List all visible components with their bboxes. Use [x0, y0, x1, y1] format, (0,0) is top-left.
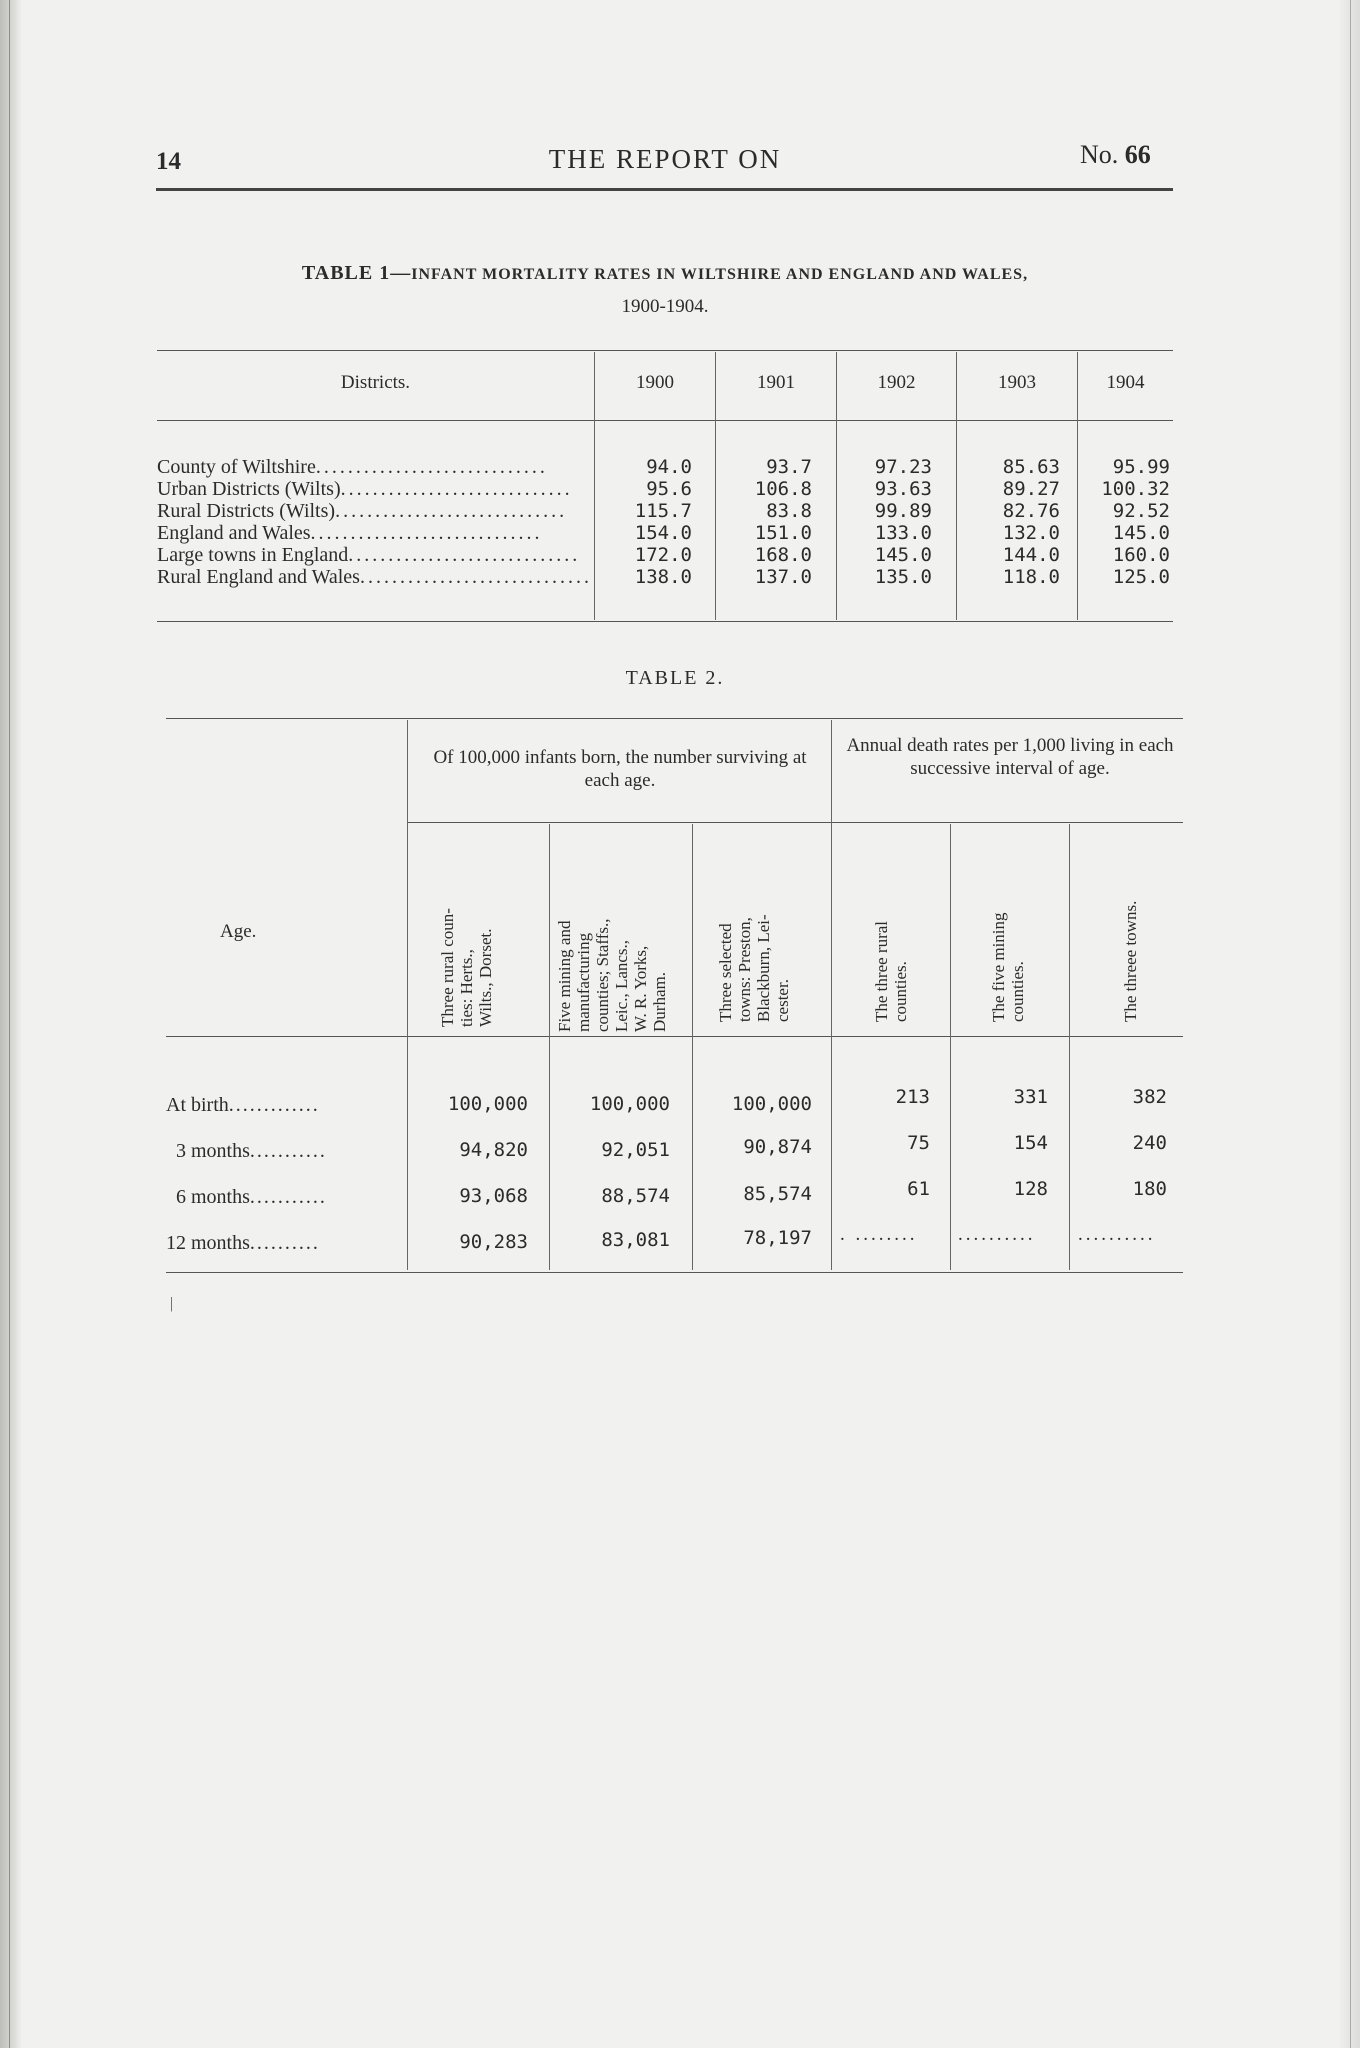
table1-cell: 168.0	[754, 544, 812, 566]
table1-header-year: 1904	[1106, 372, 1145, 393]
table2-cell: 88,574	[601, 1185, 670, 1207]
table1-cell: 151.0	[754, 522, 812, 544]
table1-header-districts: Districts.	[340, 372, 411, 393]
table2-divider	[407, 720, 408, 1270]
table1-cell: 160.0	[1112, 544, 1170, 566]
table1-row-label: Large towns in England	[157, 544, 349, 566]
table2-row-age: At birth	[166, 1094, 229, 1116]
table1-cell: 83.8	[766, 500, 812, 522]
table2-cell: 240	[1132, 1132, 1167, 1154]
table2-cell: 128	[1013, 1178, 1048, 1200]
table1-cell: 106.8	[754, 478, 812, 500]
book-spine	[0, 0, 22, 2048]
empty-cell-dots: . ........	[840, 1224, 918, 1245]
table1-row-label: Rural England and Wales	[157, 566, 360, 588]
table2-group-death-rates: Annual death rates per 1,000 living in each successive interval of age.	[846, 735, 1174, 779]
table1-cell: 133.0	[874, 522, 932, 544]
table2-cell: 92,051	[601, 1139, 670, 1161]
table1-header-year: 1903	[998, 372, 1036, 393]
col-header-line: towns: Preston,	[735, 917, 754, 1022]
col-header-line: counties.	[891, 961, 910, 1022]
leader-dots: .............................	[335, 500, 568, 522]
report-number	[1080, 140, 1151, 170]
table2-cell: 75	[907, 1132, 930, 1154]
table2-divider	[950, 824, 951, 1270]
table2-cell: 61	[907, 1178, 930, 1200]
leader-dots: .............................	[340, 478, 573, 500]
table2-cell: 85,574	[743, 1183, 812, 1205]
table1-cell: 118.0	[1002, 566, 1060, 588]
col-header-line: cester.	[773, 979, 792, 1022]
table1-header-rule	[157, 420, 1173, 421]
table2-col-header	[555, 822, 685, 1032]
table1-cell: 154.0	[634, 522, 692, 544]
table2-cell: 100,000	[589, 1093, 670, 1115]
table2-cell: 94,820	[459, 1139, 528, 1161]
table2-cell: 100,000	[731, 1093, 812, 1115]
table1-cell: 95.6	[646, 478, 692, 500]
leader-dots: .............................	[315, 456, 548, 478]
col-header-line: Blackburn, Lei-	[754, 914, 773, 1022]
table1-cell: 93.7	[766, 456, 812, 478]
table2-col-header	[989, 847, 1049, 1022]
table1-cell: 99.89	[874, 500, 932, 522]
table2-divider	[549, 824, 550, 1270]
table1-top-rule	[157, 350, 1173, 351]
col-header-line: The five mining	[989, 912, 1008, 1022]
empty-cell-dots: ..........	[958, 1224, 1036, 1245]
leader-dots: ...........	[249, 1186, 327, 1208]
table2-top-rule	[166, 718, 1183, 719]
table2-caption: TABLE 2.	[625, 667, 725, 689]
table1-caption	[150, 262, 1180, 285]
table1-cell: 93.63	[874, 478, 932, 500]
table1-cell: 95.99	[1112, 456, 1170, 478]
col-header-line: The threee towns.	[1121, 900, 1140, 1022]
table1-cell: 89.27	[1002, 478, 1060, 500]
table1-cell: 145.0	[1112, 522, 1170, 544]
table1-caption-text: INFANT MORTALITY RATES IN WILTSHIRE AND ENGLAND AND WALES,	[411, 266, 1029, 283]
col-header-line: counties; Staffs.,	[593, 918, 612, 1032]
leader-dots: ..........	[249, 1232, 320, 1254]
table1-caption-lead: TABLE 1—	[301, 262, 412, 284]
header-rule	[156, 188, 1173, 191]
table1-cell: 85.63	[1002, 456, 1060, 478]
table1-cell: 138.0	[634, 566, 692, 588]
table2-col-header	[872, 847, 932, 1022]
leader-dots: .............................	[310, 522, 543, 544]
table1-row-label: England and Wales	[157, 522, 311, 544]
table1-header-year: 1901	[757, 372, 795, 393]
table2-row-age: 6 months	[176, 1186, 250, 1208]
table2-bottom-rule	[166, 1272, 1183, 1273]
col-header-line: Leic., Lancs.,	[612, 939, 631, 1032]
col-header-line: The three rural	[872, 921, 891, 1022]
col-header-line: Durham.	[650, 972, 669, 1032]
table2-cell: 331	[1013, 1086, 1048, 1108]
col-header-line: ties: Herts.,	[457, 949, 476, 1027]
table2-cell: 78,197	[743, 1227, 812, 1249]
table2-cell: 213	[895, 1086, 930, 1108]
table1-cell: 100.32	[1101, 478, 1170, 500]
table2-cell: 382	[1132, 1086, 1167, 1108]
table2-group-survivors: Of 100,000 infants born, the number surviving at each age.	[433, 747, 807, 791]
leader-dots: .............	[228, 1094, 320, 1116]
col-header-line: Three rural coun-	[438, 908, 457, 1027]
table2-cell: 90,874	[743, 1136, 812, 1158]
table2-cell: 90,283	[459, 1231, 528, 1253]
table2-header-age: Age.	[220, 921, 257, 942]
leader-dots: .............................	[359, 566, 592, 588]
table2-cell: 100,000	[447, 1093, 528, 1115]
table1-cell: 115.7	[634, 500, 692, 522]
empty-cell-dots: ..........	[1078, 1224, 1156, 1245]
table2-cell: 180	[1132, 1178, 1167, 1200]
table1-row-label: Rural Districts (Wilts)	[157, 500, 336, 522]
col-header-line: Five mining and	[555, 920, 574, 1032]
table2-row-age: 12 months	[166, 1232, 250, 1254]
col-header-line: W. R. Yorks,	[631, 945, 650, 1032]
table1-cell: 137.0	[754, 566, 812, 588]
table1-header-year: 1900	[636, 372, 674, 393]
table1-caption-years: 1900-1904.	[621, 296, 709, 317]
page-number: 14	[156, 148, 181, 175]
table1-cell: 92.52	[1112, 500, 1170, 522]
table2-col-header	[438, 822, 518, 1027]
table1-cell: 172.0	[634, 544, 692, 566]
table2-row-age: 3 months	[176, 1140, 250, 1162]
table1-cell: 97.23	[874, 456, 932, 478]
col-header-line: Wilts., Dorset.	[476, 928, 495, 1027]
running-title: THE REPORT ON	[548, 144, 782, 174]
table1-cell: 145.0	[874, 544, 932, 566]
table2-divider	[831, 720, 832, 1270]
table1-row-label: County of Wiltshire	[157, 456, 316, 478]
page-edge	[1340, 0, 1360, 2048]
table1-cell: 125.0	[1112, 566, 1170, 588]
col-header-line: counties.	[1008, 961, 1027, 1022]
table2-cell: 93,068	[459, 1185, 528, 1207]
table2-divider	[1069, 824, 1070, 1270]
report-number-prefix: No.	[1080, 140, 1119, 169]
leader-dots: ...........	[249, 1140, 327, 1162]
table2-divider	[692, 824, 693, 1270]
table1-cell: 94.0	[646, 456, 692, 478]
table2-col-header	[1121, 817, 1161, 1022]
col-header-line: manufacturing	[574, 932, 593, 1032]
report-number-value: 66	[1124, 140, 1151, 169]
table2-col-header	[716, 822, 816, 1022]
table1-cell: 144.0	[1002, 544, 1060, 566]
table1-cell: 82.76	[1002, 500, 1060, 522]
scan-speck: |	[170, 1295, 174, 1312]
table1-bottom-rule	[157, 621, 1173, 622]
table2-cell: 154	[1013, 1132, 1048, 1154]
leader-dots: .............................	[348, 544, 581, 566]
table1-cell: 132.0	[1002, 522, 1060, 544]
table2-cell: 83,081	[601, 1229, 670, 1251]
table1-row-label: Urban Districts (Wilts)	[157, 478, 341, 500]
table1-header-year: 1902	[877, 372, 916, 393]
table2-header-rule	[166, 1036, 1183, 1037]
col-header-line: Three selected	[716, 923, 735, 1022]
table1-cell: 135.0	[874, 566, 932, 588]
